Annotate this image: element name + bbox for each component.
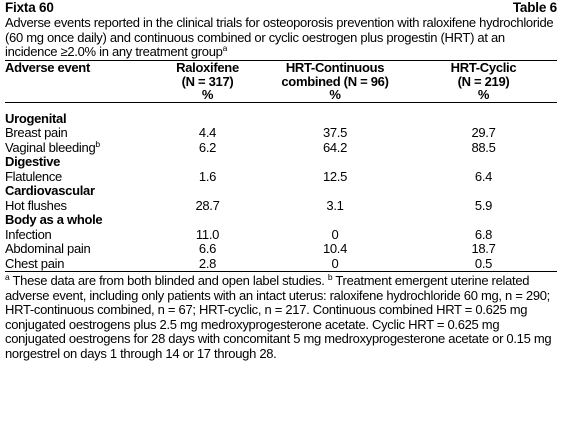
hrt-continuous-value: 0 [331, 226, 339, 242]
hrt-continuous-value: 12.5 [322, 168, 348, 184]
caption-text: Adverse events reported in the clinical trials for osteoporosis prevention with raloxifene hydrochloride (60 mg once daily) and continuous combined or cyclic oestrogen plus progestin (HRT) at an incidence ≥2.0% in any treatment group [5, 15, 554, 59]
spacer-row [5, 102, 557, 112]
raloxifene-value: 2.8 [155, 257, 260, 272]
event-label: Breast pain [5, 125, 68, 140]
hrt-continuous-value: 3.1 [326, 197, 344, 213]
hrt-continuous-value: 10.4 [322, 241, 348, 256]
hrt-continuous-value: 64.2 [322, 139, 348, 155]
table-row [5, 199, 557, 214]
hrt-cyclic-value: 29.7 [471, 125, 496, 140]
caption-footnote-marker: a [222, 43, 228, 53]
title-bar [5, 0, 557, 16]
footnote-marker-b: b [95, 138, 100, 149]
section-digestive: Digestive [5, 154, 61, 169]
raloxifene-value: 28.7 [195, 197, 220, 213]
hrt-cyclic-value: 6.8 [474, 226, 493, 242]
column-header-raloxifene: Raloxifene (N = 317) % [155, 61, 260, 103]
table-row [5, 126, 557, 141]
hrt-continuous-value: 0 [260, 257, 410, 272]
hrt-cyclic-value: 18.7 [471, 241, 496, 256]
section-row [5, 155, 557, 170]
table-caption [5, 16, 557, 60]
footnote-b-text: Treatment emergent uterine related adverse event, including only patients with an intact uterus: raloxifene hydrochloride 60 mg, n = 290; HRT-continuous combined, n = 67; HRT-cyclic, n = 217. Continuous combined HRT = 0.625 mg conjugated oestrogens plus 2.5 mg medroxyprogesterone acetate. Cyclic HRT = 0.625 mg conjugated oestrogens for 28 days with concomitant 5 mg medroxyprogesterone acetate or 0.15 mg norgestrel on days 1 through 14 or 17 through 28. [5, 273, 552, 361]
raloxifene-value: 6.6 [198, 241, 217, 256]
section-body-as-a-whole: Body as a whole [5, 212, 103, 227]
table-row [5, 170, 557, 185]
section-cardiovascular: Cardiovascular [5, 183, 95, 198]
raloxifene-value: 6.2 [198, 139, 217, 155]
raloxifene-value: 1.6 [198, 168, 217, 184]
event-label: Abdominal pain [5, 241, 91, 256]
raloxifene-value: 11.0 [195, 226, 220, 242]
footnote-a-text: These data are from both blinded and open label studies. [9, 273, 328, 288]
event-label: Infection [5, 226, 52, 242]
event-label: Hot flushes [5, 197, 67, 213]
table-number: Table 6 [512, 0, 557, 15]
event-label: Flatulence [5, 168, 62, 184]
header-row [5, 61, 557, 103]
section-row [5, 213, 557, 228]
table-label: Fixta 60 [5, 0, 54, 15]
table-row [5, 242, 557, 257]
hrt-cyclic-value: 6.4 [474, 168, 493, 184]
hrt-cyclic-value: 0.5 [410, 257, 557, 272]
table-row [5, 228, 557, 243]
column-header-hrt-cyclic: HRT-Cyclic (N = 219) % [410, 61, 557, 103]
footnote-text [5, 274, 557, 361]
event-label: Chest pain [5, 257, 155, 272]
raloxifene-value: 4.4 [198, 125, 217, 140]
column-header-hrt-continuous: HRT-Continuous combined (N = 96) % [260, 61, 410, 103]
section-row [5, 184, 557, 199]
hrt-cyclic-value: 88.5 [471, 139, 496, 155]
footnote-b-marker: b [327, 272, 333, 282]
hrt-cyclic-value: 5.9 [474, 197, 493, 213]
footnote-a-marker: a [5, 272, 10, 282]
table-footnotes [5, 274, 557, 361]
section-row [5, 112, 557, 127]
table-row [5, 257, 557, 272]
event-label: Vaginal bleeding$^b$ [5, 138, 100, 155]
column-header-adverse-event: Adverse event [5, 61, 155, 103]
hrt-continuous-value: 37.5 [322, 125, 348, 140]
table-row [5, 141, 557, 156]
adverse-events-table [5, 60, 557, 272]
section-urogenital: Urogenital [5, 110, 67, 126]
